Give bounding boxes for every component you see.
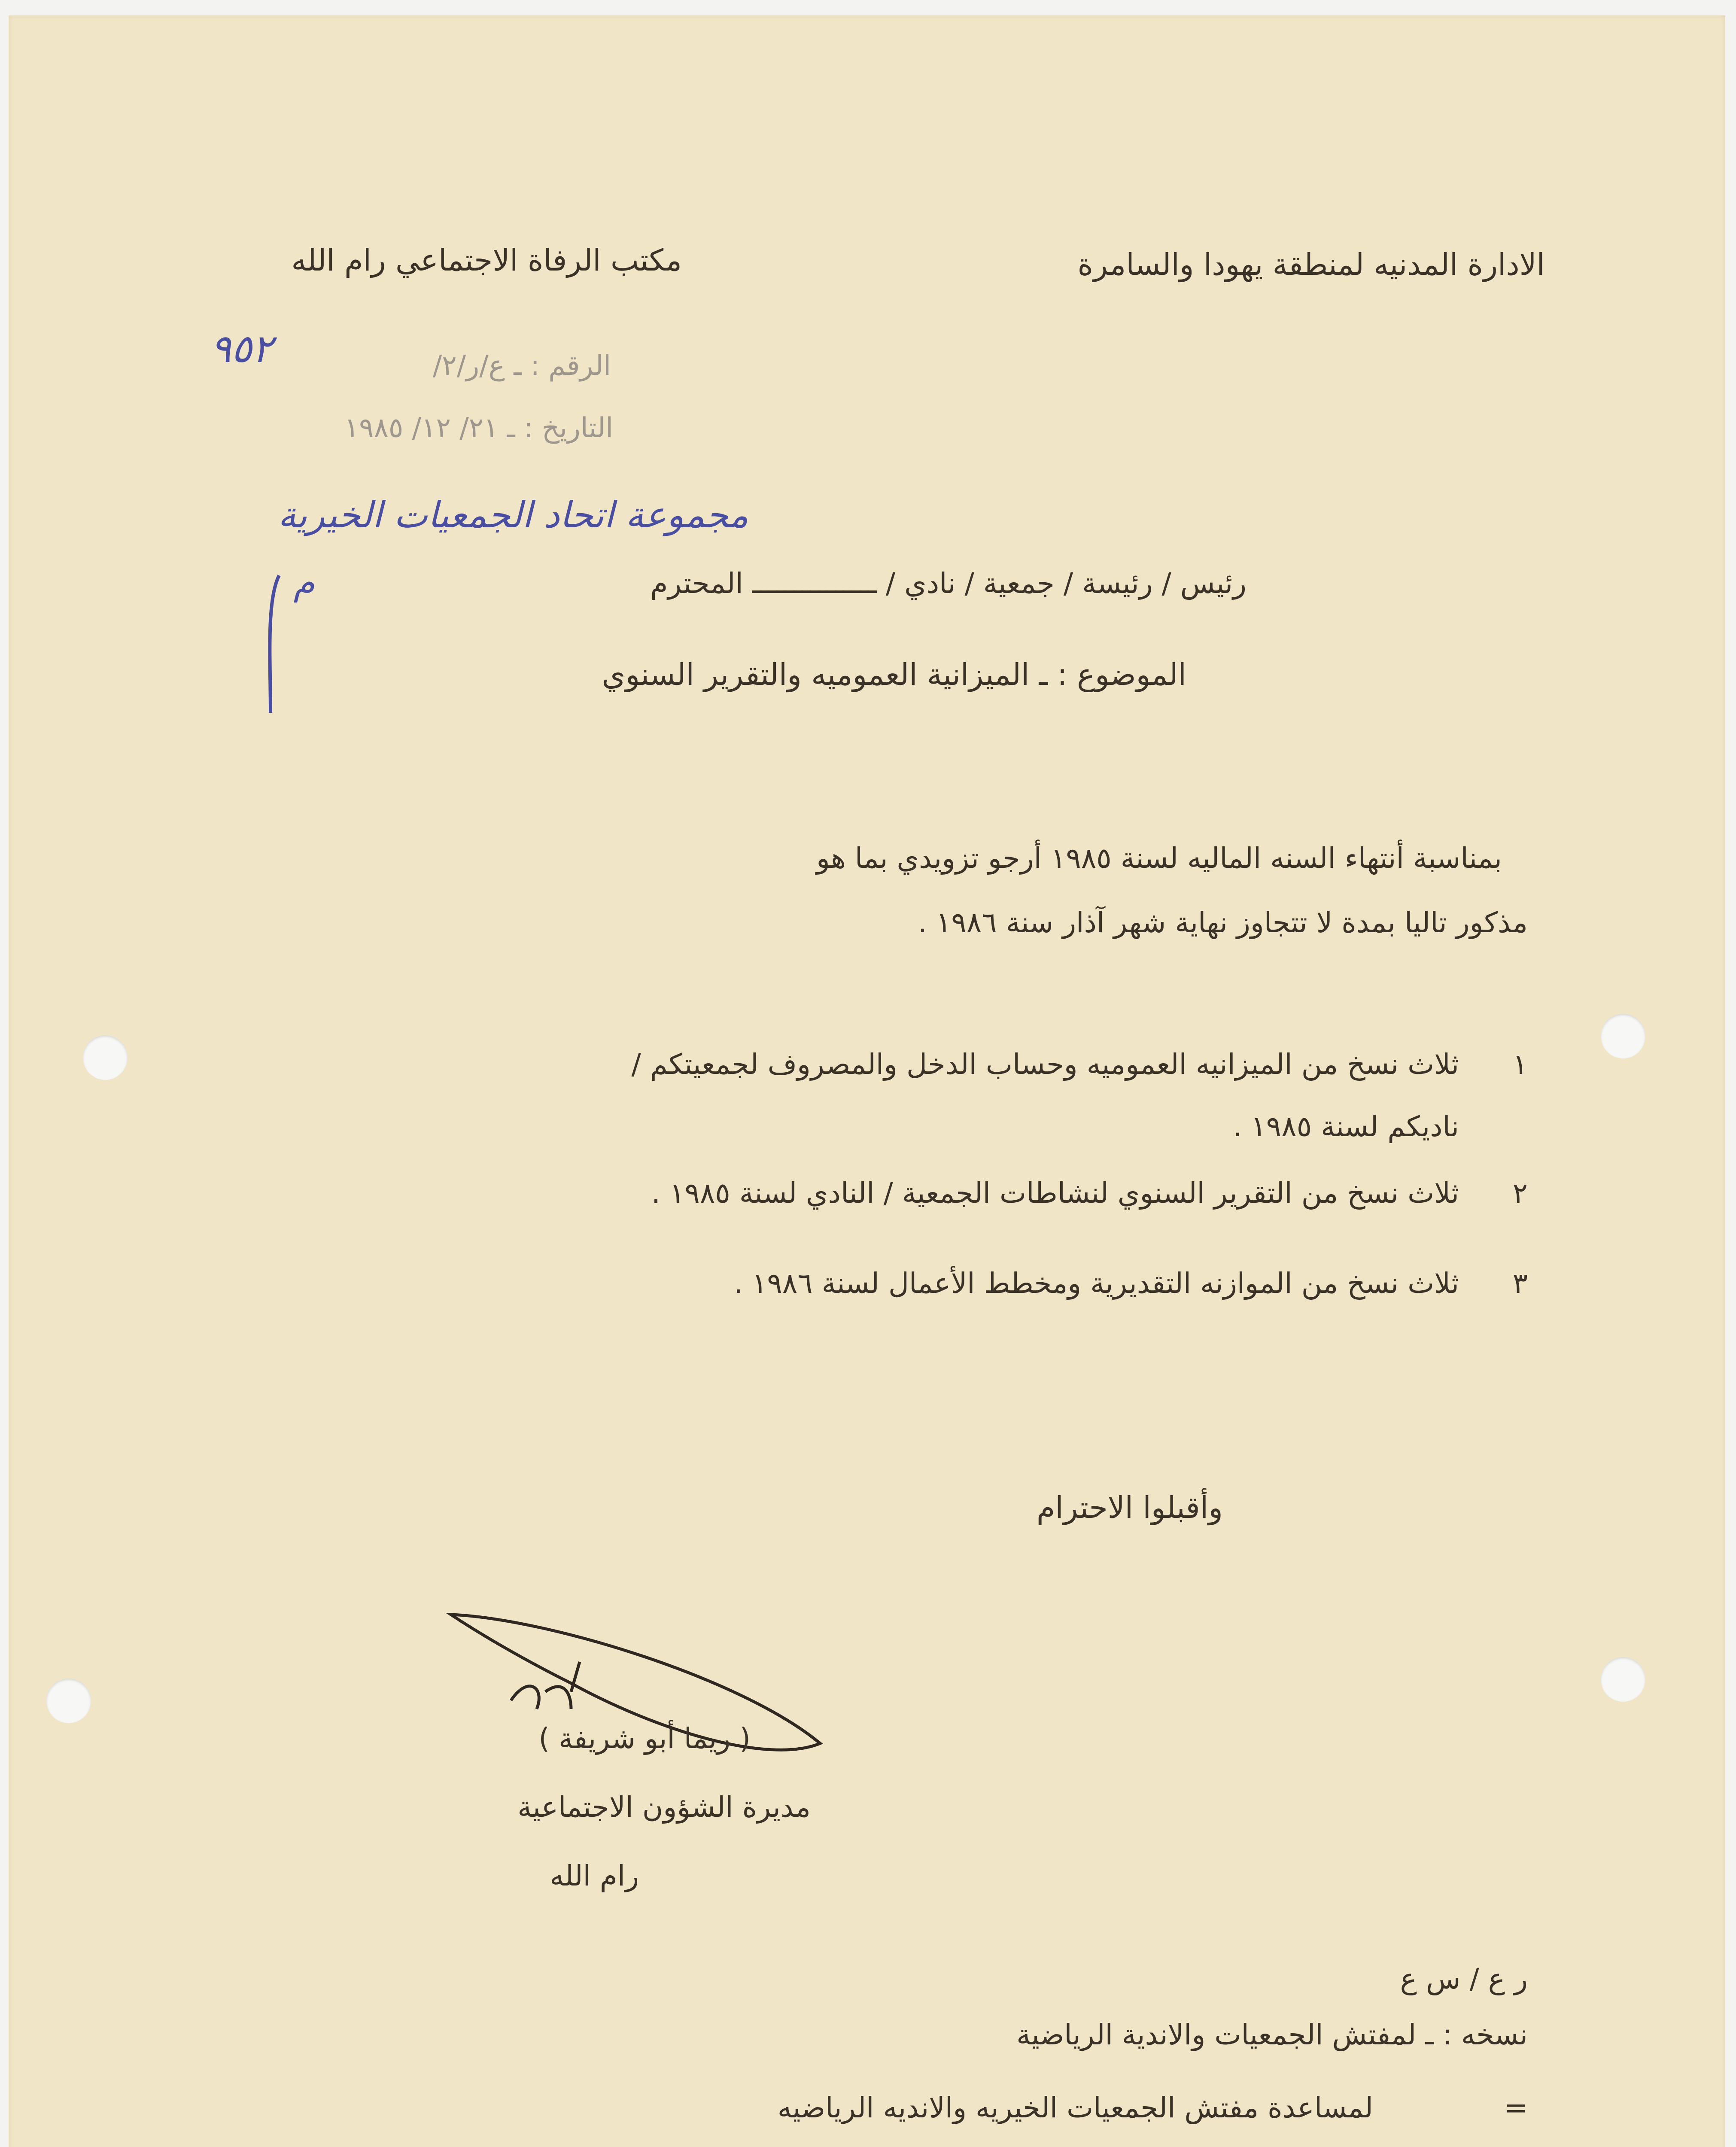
item-1-text-continued: ناديكم لسنة ١٩٨٥ . <box>1233 1110 1459 1143</box>
date-stamp: التاريخ : ـ ٢١/ ١٢/ ١٩٨٥ <box>344 412 613 444</box>
punch-hole-top-left <box>83 1035 128 1080</box>
body-line-2: مذكور تاليا بمدة لا تتجاوز نهاية شهر آذار سنة ١٩٨٦ . <box>918 906 1528 939</box>
reference-number-handwritten: ٩٥٢ <box>210 326 273 371</box>
signatory-place: رام الله <box>550 1859 639 1892</box>
punch-hole-bottom-left <box>46 1679 91 1723</box>
header-authority: الادارة المدنيه لمنطقة يهودا والسامرة <box>1077 247 1545 282</box>
addressee-bracket-mark <box>262 575 288 717</box>
addressee-line: رئيس / رئيسة / جمعية / نادي / ـــــــــــــــ المحترم <box>650 567 1247 600</box>
body-line-1: بمناسبة أنتهاء السنه الماليه لسنة ١٩٨٥ أرجو تزويدي بما هو <box>816 842 1502 875</box>
signatory-name: ( ريما أبو شريفة ) <box>538 1722 751 1755</box>
punch-hole-top-right <box>1601 1014 1645 1058</box>
copy-to-2: لمساعدة مفتش الجمعيات الخيريه والانديه الرياضيه <box>777 2091 1373 2124</box>
copy-to-2-ditto-mark: = <box>1504 2091 1528 2124</box>
copy-to-1: نسخه : ـ لمفتش الجمعيات والاندية الرياضية <box>1016 2018 1528 2051</box>
item-1-text: ثلاث نسخ من الميزانيه العموميه وحساب الدخل والمصروف لجمعيتكم / <box>631 1048 1459 1081</box>
item-3-number: ٣ <box>1512 1267 1528 1300</box>
addressee-handwritten-suffix: م <box>293 563 315 602</box>
signatory-title: مديرة الشؤون الاجتماعية <box>517 1791 811 1824</box>
subject-line: الموضوع : ـ الميزانية العموميه والتقرير السنوي <box>602 657 1186 692</box>
item-3-text: ثلاث نسخ من الموازنه التقديرية ومخطط الأعمال لسنة ١٩٨٦ . <box>733 1267 1459 1300</box>
reference-number-stamp: الرقم : ـ ع/ر/٢/ <box>432 350 611 382</box>
addressee-handwritten: مجموعة اتحاد الجمعيات الخيرية <box>278 494 748 536</box>
item-2-text: ثلاث نسخ من التقرير السنوي لنشاطات الجمعية / النادي لسنة ١٩٨٥ . <box>651 1177 1459 1210</box>
header-office: مكتب الرفاة الاجتماعي رام الله <box>291 243 682 278</box>
footer-initials: ر ع / س ع <box>1400 1962 1528 1995</box>
punch-hole-bottom-right <box>1601 1657 1645 1702</box>
item-1-number: ١ <box>1512 1048 1528 1081</box>
closing-greeting: وأقبلوا الاحترام <box>1036 1490 1223 1525</box>
item-2-number: ٢ <box>1512 1177 1528 1210</box>
